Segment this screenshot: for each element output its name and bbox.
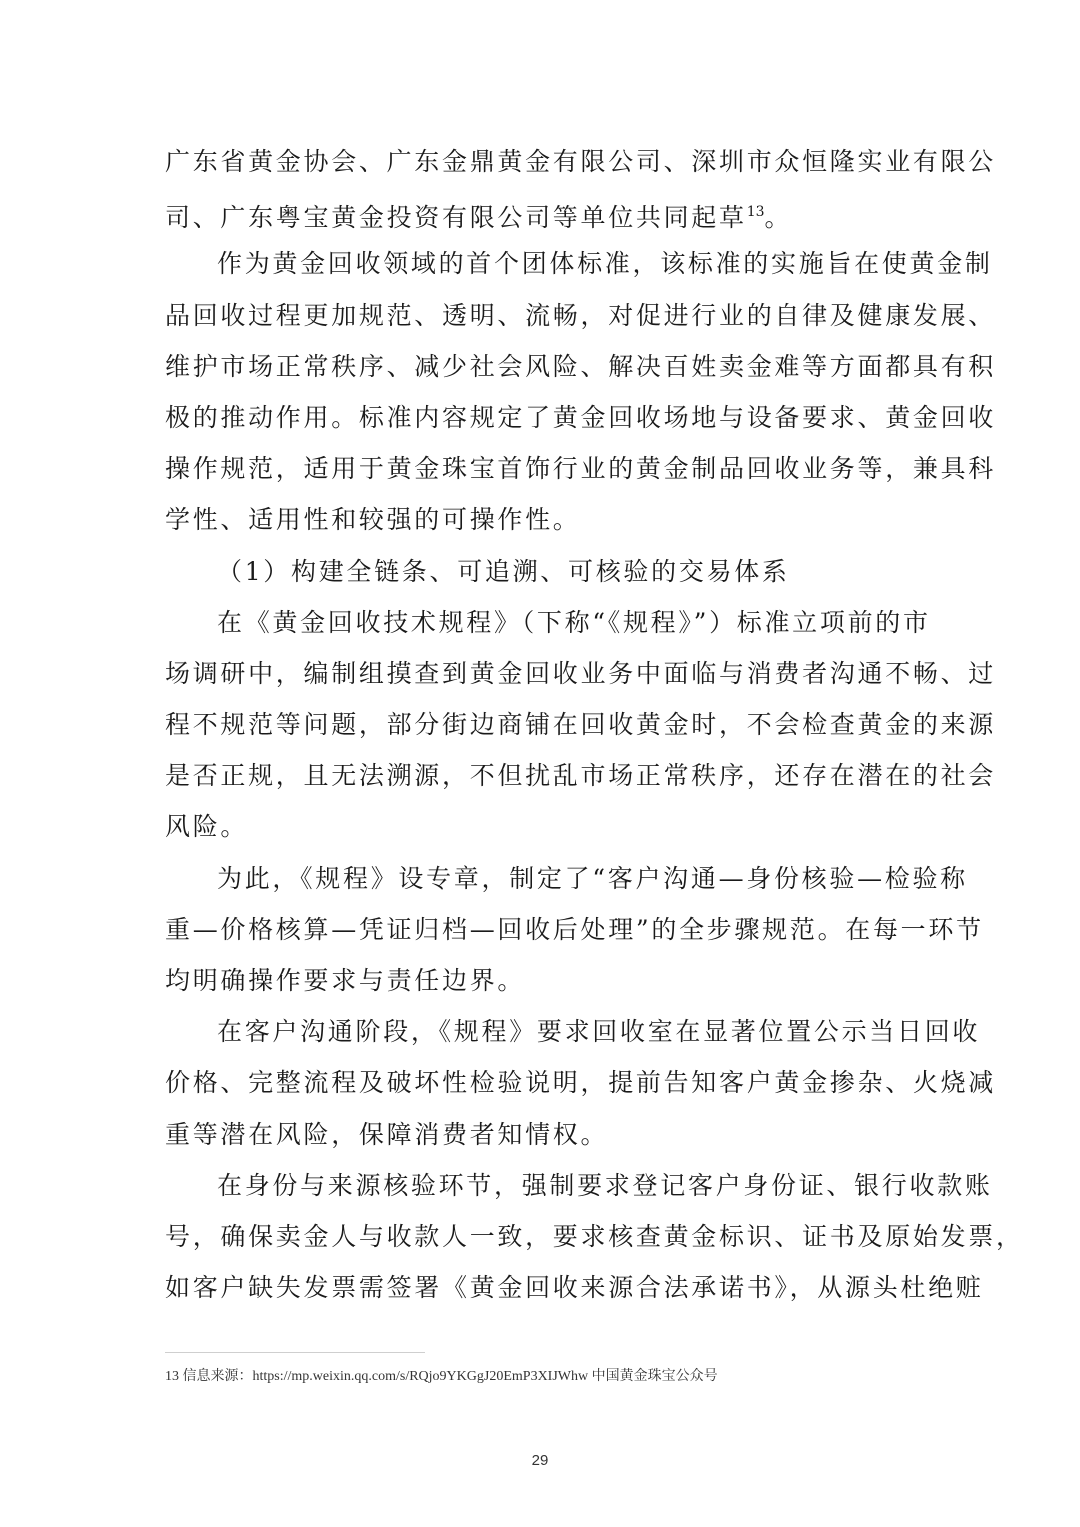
text-line: 是否正规，且无法溯源，不但扰乱市场正常秩序，还存在潜在的社会: [165, 761, 997, 791]
text-line: 学性、适用性和较强的可操作性。: [165, 505, 581, 535]
text-run: 司、广东粤宝黄金投资有限公司等单位共同起草: [165, 203, 747, 233]
paragraph: [165, 1006, 997, 1160]
page-number: 29: [531, 1452, 549, 1469]
text-line: 作为黄金回收领域的首个团体标准，该标准的实施旨在使黄金制: [217, 249, 993, 279]
text-line: 操作规范，适用于黄金珠宝首饰行业的黄金制品回收业务等，兼具科: [165, 454, 997, 484]
footnote-divider: [165, 1352, 425, 1353]
section-heading: [165, 546, 917, 597]
text-line: 广东省黄金协会、广东金鼎黄金有限公司、深圳市众恒隆实业有限公: [165, 147, 997, 176]
text-line: 风险。: [165, 812, 249, 842]
text-line: 为此，《规程》设专章，制定了“客户沟通—身份核验—检验称: [217, 863, 968, 893]
text-line: 均明确操作要求与责任边界。: [165, 966, 526, 995]
paragraph: [165, 853, 984, 1007]
text-run: 。: [764, 203, 793, 233]
text-line: 极的推动作用。标准内容规定了黄金回收场地与设备要求、黄金回收: [165, 402, 997, 432]
text-line: 品回收过程更加规范、透明、流畅，对促进行业的自律及健康发展、: [165, 300, 997, 330]
footnote[interactable]: 13 信息来源：https://mp.weixin.qq.com/s/RQjo9YKGgJ20EmP3XIJWhw 中国黄金珠宝公众号: [165, 1369, 718, 1384]
paragraph: [165, 238, 997, 545]
text-line: 维护市场正常秩序、减少社会风险、解决百姓卖金难等方面都具有积: [165, 351, 997, 381]
text-line: 在《黄金回收技术规程》（下称“《规程》”）标准立项前的市: [217, 607, 931, 637]
paragraph: [165, 136, 997, 238]
heading-text: （1）构建全链条、可追溯、可核验的交易体系: [217, 556, 790, 586]
text-line: 价格、完整流程及破坏性检验说明，提前告知客户黄金掺杂、火烧减: [165, 1068, 997, 1098]
text-line: 在身份与来源核验环节，强制要求登记客户身份证、银行收款账: [217, 1170, 993, 1200]
text-line: 重—价格核算—凭证归档—回收后处理”的全步骤规范。在每一环节: [165, 914, 984, 944]
text-line: 在客户沟通阶段，《规程》要求回收室在显著位置公示当日回收: [217, 1017, 981, 1047]
text-line: 场调研中，编制组摸查到黄金回收业务中面临与消费者沟通不畅、过: [165, 658, 997, 688]
paragraph: [165, 1160, 1024, 1314]
text-line: [165, 187, 917, 238]
text-line: 重等潜在风险，保障消费者知情权。: [165, 1119, 609, 1149]
footnote-reference[interactable]: 13: [746, 204, 765, 221]
body-text: [165, 136, 1024, 1313]
text-line: 程不规范等问题，部分街边商铺在回收黄金时，不会检查黄金的来源: [165, 710, 997, 740]
paragraph: [165, 597, 997, 853]
text-line: 如客户缺失发票需签署《黄金回收来源合法承诺书》，从源头杜绝赃: [165, 1273, 984, 1303]
text-line: 号，确保卖金人与收款人一致，要求核查黄金标识、证书及原始发票，: [165, 1221, 1024, 1251]
